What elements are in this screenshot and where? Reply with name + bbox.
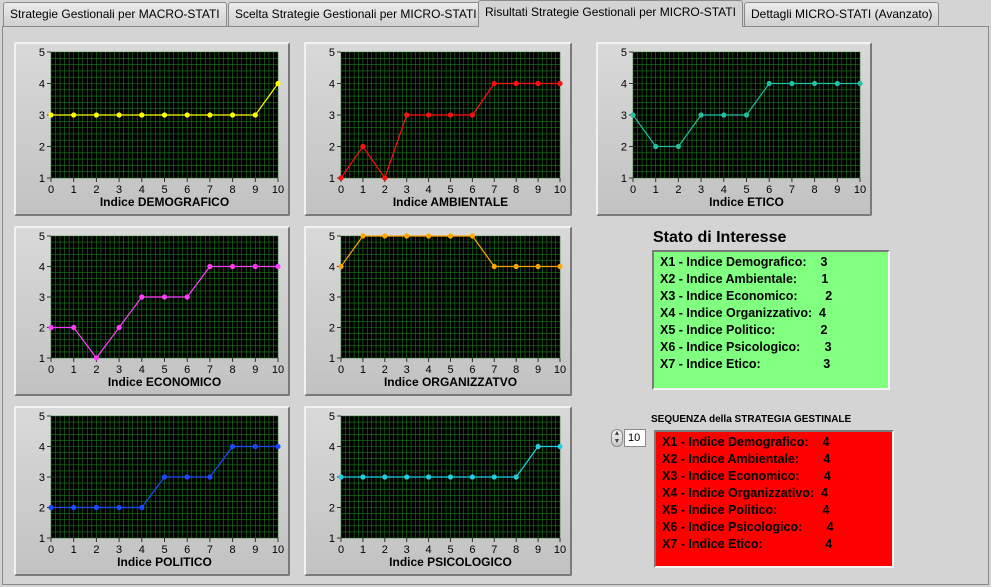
x-tick-label: 6: [766, 184, 773, 196]
x-tick-label: 7: [491, 184, 498, 196]
chart-economico[interactable]: [14, 226, 290, 396]
data-point: [139, 294, 144, 299]
stato-row-x2: X2 - Indice Ambientale: 1: [660, 272, 829, 286]
stato-row-x4: X4 - Indice Organizzativo: 4: [660, 306, 827, 320]
x-tick-label: 5: [161, 544, 168, 556]
data-point: [117, 112, 122, 117]
data-point: [426, 474, 431, 479]
x-tick-label: 1: [359, 184, 366, 196]
sequenza-row-x3: X3 - Indice Economico: 4: [662, 469, 831, 483]
x-tick-label: 4: [720, 184, 727, 196]
y-tick-label: 2: [620, 141, 627, 154]
x-tick-label: 10: [553, 184, 567, 196]
chart-organizzativo-plot: [306, 228, 570, 394]
y-tick-label: 1: [620, 173, 627, 185]
data-point: [404, 233, 409, 238]
y-tick-label: 3: [38, 110, 45, 122]
data-point: [835, 81, 840, 86]
x-tick-label: 4: [138, 364, 145, 376]
x-axis-label: Indice DEMOGRAFICO: [99, 195, 230, 209]
x-tick-label: 4: [425, 544, 432, 556]
chart-organizzativo[interactable]: [304, 226, 572, 396]
data-point: [653, 144, 658, 149]
x-tick-label: 1: [70, 184, 77, 196]
x-tick-label: 0: [337, 184, 345, 196]
sequenza-row-x7: X7 - Indice Etico: 4: [662, 537, 833, 551]
sequenza-row-x5: X5 - Indice Politico: 4: [662, 503, 830, 517]
spinner-down-icon[interactable]: ▼: [613, 438, 621, 445]
data-point: [185, 294, 190, 299]
stato-title: Stato di Interesse: [653, 229, 787, 246]
tab-dettagli-micro-stati[interactable]: Dettagli MICRO-STATI (Avanzato): [744, 2, 939, 26]
data-point: [557, 264, 562, 269]
x-tick-label: 10: [271, 544, 285, 556]
x-tick-label: 7: [206, 364, 213, 376]
y-tick-label: 2: [38, 502, 45, 515]
data-point: [426, 112, 431, 117]
x-tick-label: 8: [513, 184, 520, 196]
chart-demografico-plot: [16, 44, 288, 214]
x-tick-label: 10: [853, 184, 867, 196]
data-point: [275, 81, 280, 86]
data-point: [404, 112, 409, 117]
stato-row-x6: X6 - Indice Psicologico: 3: [660, 340, 832, 354]
x-tick-label: 6: [184, 184, 191, 196]
tab-scelta-micro-stati[interactable]: Scelta Strategie Gestionali per MICRO-STATI: [228, 2, 484, 26]
data-point: [448, 233, 453, 238]
sequenza-indicator: [654, 430, 894, 568]
x-tick-label: 9: [535, 364, 542, 376]
x-tick-label: 3: [698, 184, 705, 196]
y-tick-label: 3: [328, 292, 335, 304]
x-tick-label: 4: [138, 544, 145, 556]
x-tick-label: 3: [116, 184, 123, 196]
x-tick-label: 4: [425, 184, 432, 196]
x-tick-label: 3: [403, 184, 410, 196]
data-point: [360, 474, 365, 479]
data-point: [536, 81, 541, 86]
data-point: [207, 264, 212, 269]
x-axis-label: Indice AMBIENTALE: [392, 195, 509, 209]
data-point: [382, 233, 387, 238]
x-tick-label: 3: [403, 544, 410, 556]
y-tick-label: 2: [38, 141, 45, 154]
data-point: [448, 112, 453, 117]
sequenza-row-x1: X1 - Indice Demografico: 4: [662, 435, 830, 449]
data-point: [230, 264, 235, 269]
data-point: [230, 112, 235, 117]
stato-row-x5: X5 - Indice Politico: 2: [660, 323, 828, 337]
data-point: [71, 112, 76, 117]
data-point: [557, 444, 562, 449]
data-point: [48, 505, 53, 510]
chart-economico-plot: [16, 228, 288, 394]
data-point: [253, 112, 258, 117]
data-point: [699, 112, 704, 117]
x-tick-label: 0: [337, 364, 345, 376]
x-tick-label: 9: [535, 544, 542, 556]
x-tick-label: 9: [834, 184, 841, 196]
x-tick-label: 7: [491, 364, 498, 376]
data-point: [360, 233, 365, 238]
chart-politico[interactable]: [14, 406, 290, 576]
x-tick-label: 9: [252, 184, 259, 196]
data-point: [162, 474, 167, 479]
y-tick-label: 3: [38, 292, 45, 304]
chart-ambientale[interactable]: [304, 42, 572, 216]
data-point: [71, 325, 76, 330]
x-tick-label: 7: [206, 184, 213, 196]
y-tick-label: 3: [328, 110, 335, 122]
x-axis-label: Indice PSICOLOGICO: [389, 555, 512, 569]
data-point: [812, 81, 817, 86]
y-tick-label: 1: [38, 353, 45, 365]
chart-demografico[interactable]: [14, 42, 290, 216]
y-tick-label: 5: [38, 231, 45, 243]
x-tick-label: 2: [93, 184, 100, 196]
sequenza-row-x6: X6 - Indice Psicologico: 4: [662, 520, 834, 534]
data-point: [514, 474, 519, 479]
tab-macro-stati[interactable]: Strategie Gestionali per MACRO-STATI: [3, 2, 227, 26]
tab-risultati-micro-stati[interactable]: Risultati Strategie Gestionali per MICRO-STATI: [478, 0, 743, 27]
x-tick-label: 0: [47, 364, 55, 376]
data-point: [470, 112, 475, 117]
data-point: [536, 444, 541, 449]
data-point: [789, 81, 794, 86]
data-point: [275, 264, 280, 269]
x-tick-label: 8: [229, 364, 236, 376]
stato-indicator: [652, 250, 890, 390]
y-tick-label: 5: [620, 47, 627, 59]
y-tick-label: 3: [328, 472, 335, 484]
data-point: [207, 474, 212, 479]
y-tick-label: 1: [38, 173, 45, 185]
y-tick-label: 5: [328, 47, 335, 59]
x-tick-label: 4: [138, 184, 145, 196]
y-tick-label: 1: [328, 173, 335, 185]
y-tick-label: 3: [620, 110, 627, 122]
y-tick-label: 1: [38, 533, 45, 545]
x-tick-label: 3: [403, 364, 410, 376]
y-tick-label: 4: [328, 78, 335, 91]
x-tick-label: 5: [161, 184, 168, 196]
chart-ambientale-plot: [306, 44, 570, 214]
data-point: [71, 505, 76, 510]
y-tick-label: 2: [328, 322, 335, 335]
tab-bar: [0, 0, 991, 27]
x-tick-label: 6: [184, 364, 191, 376]
x-tick-label: 9: [252, 544, 259, 556]
data-point: [94, 112, 99, 117]
data-point: [338, 175, 343, 180]
y-tick-label: 5: [38, 411, 45, 423]
y-tick-label: 5: [328, 231, 335, 243]
data-point: [514, 264, 519, 269]
chart-politico-plot: [16, 408, 288, 574]
y-tick-label: 2: [38, 322, 45, 335]
y-tick-label: 5: [328, 411, 335, 423]
y-tick-label: 1: [328, 353, 335, 365]
y-tick-label: 2: [328, 502, 335, 515]
y-tick-label: 2: [328, 141, 335, 154]
stato-row-x7: X7 - Indice Etico: 3: [660, 357, 831, 371]
y-tick-label: 4: [38, 441, 45, 454]
x-tick-label: 10: [271, 184, 285, 196]
x-tick-label: 1: [359, 364, 366, 376]
data-point: [630, 112, 635, 117]
x-tick-label: 2: [93, 544, 100, 556]
x-tick-label: 6: [184, 544, 191, 556]
x-tick-label: 7: [491, 544, 498, 556]
x-tick-label: 5: [743, 184, 750, 196]
data-point: [117, 325, 122, 330]
data-point: [338, 264, 343, 269]
data-point: [404, 474, 409, 479]
x-tick-label: 0: [337, 544, 345, 556]
x-tick-label: 6: [469, 544, 476, 556]
data-point: [382, 175, 387, 180]
x-axis-label: Indice ORGANIZZATVO: [383, 375, 518, 389]
spinner-up-icon[interactable]: ▲: [613, 430, 621, 437]
x-tick-label: 0: [47, 544, 55, 556]
data-point: [207, 112, 212, 117]
data-point: [492, 81, 497, 86]
data-point: [557, 81, 562, 86]
x-tick-label: 4: [425, 364, 432, 376]
data-point: [162, 294, 167, 299]
x-tick-label: 5: [447, 544, 454, 556]
x-tick-label: 7: [206, 544, 213, 556]
data-point: [94, 505, 99, 510]
data-point: [676, 144, 681, 149]
x-tick-label: 5: [447, 364, 454, 376]
data-point: [117, 505, 122, 510]
x-tick-label: 8: [811, 184, 818, 196]
x-tick-label: 3: [116, 544, 123, 556]
data-point: [536, 264, 541, 269]
data-point: [857, 81, 862, 86]
x-tick-label: 6: [469, 184, 476, 196]
data-point: [382, 474, 387, 479]
data-point: [139, 112, 144, 117]
stato-row-x1: X1 - Indice Demografico: 3: [660, 255, 828, 269]
data-point: [492, 474, 497, 479]
data-point: [275, 444, 280, 449]
x-tick-label: 9: [252, 364, 259, 376]
data-point: [253, 264, 258, 269]
y-tick-label: 3: [38, 472, 45, 484]
x-tick-label: 9: [535, 184, 542, 196]
data-point: [48, 325, 53, 330]
chart-etico-plot: [598, 44, 870, 214]
x-tick-label: 7: [788, 184, 795, 196]
sequenza-row-x4: X4 - Indice Organizzativo: 4: [662, 486, 829, 500]
sequenza-row-x2: X2 - Indice Ambientale: 4: [662, 452, 831, 466]
data-point: [514, 81, 519, 86]
step-spinner[interactable]: [611, 429, 623, 447]
step-index-input[interactable]: 10: [624, 429, 646, 447]
y-tick-label: 1: [328, 533, 335, 545]
x-tick-label: 5: [447, 184, 454, 196]
x-tick-label: 2: [675, 184, 682, 196]
x-tick-label: 8: [513, 364, 520, 376]
sequenza-label: SEQUENZA della STRATEGIA GESTINALE: [651, 414, 852, 425]
data-point: [360, 144, 365, 149]
x-axis-label: Indice ECONOMICO: [107, 375, 222, 389]
y-tick-label: 4: [38, 78, 45, 91]
data-point: [162, 112, 167, 117]
x-tick-label: 0: [47, 184, 55, 196]
x-tick-label: 8: [229, 544, 236, 556]
data-point: [492, 264, 497, 269]
x-tick-label: 3: [116, 364, 123, 376]
x-tick-label: 2: [381, 364, 388, 376]
x-tick-label: 5: [161, 364, 168, 376]
y-tick-label: 4: [328, 441, 335, 454]
data-point: [448, 474, 453, 479]
x-tick-label: 10: [553, 544, 567, 556]
data-point: [253, 444, 258, 449]
stato-row-x3: X3 - Indice Economico: 2: [660, 289, 833, 303]
x-tick-label: 1: [70, 364, 77, 376]
x-tick-label: 1: [70, 544, 77, 556]
x-tick-label: 2: [93, 364, 100, 376]
data-point: [470, 474, 475, 479]
x-tick-label: 10: [553, 364, 567, 376]
y-tick-label: 5: [38, 47, 45, 59]
y-tick-label: 4: [328, 261, 335, 274]
x-tick-label: 1: [652, 184, 659, 196]
x-tick-label: 6: [469, 364, 476, 376]
data-point: [426, 233, 431, 238]
data-point: [94, 355, 99, 360]
data-point: [185, 112, 190, 117]
x-axis-label: Indice POLITICO: [117, 555, 212, 569]
x-tick-label: 8: [229, 184, 236, 196]
x-tick-label: 2: [381, 184, 388, 196]
chart-psicologico-plot: [306, 408, 570, 574]
data-point: [767, 81, 772, 86]
chart-psicologico[interactable]: [304, 406, 572, 576]
data-point: [230, 444, 235, 449]
x-tick-label: 0: [629, 184, 637, 196]
x-axis-label: Indice ETICO: [709, 195, 784, 209]
data-point: [721, 112, 726, 117]
chart-etico[interactable]: [596, 42, 872, 216]
y-tick-label: 4: [620, 78, 627, 91]
x-tick-label: 2: [381, 544, 388, 556]
data-point: [338, 474, 343, 479]
data-point: [185, 474, 190, 479]
x-tick-label: 8: [513, 544, 520, 556]
data-point: [744, 112, 749, 117]
y-tick-label: 4: [38, 261, 45, 274]
x-tick-label: 1: [359, 544, 366, 556]
data-point: [470, 233, 475, 238]
x-tick-label: 10: [271, 364, 285, 376]
data-point: [48, 112, 53, 117]
data-point: [139, 505, 144, 510]
